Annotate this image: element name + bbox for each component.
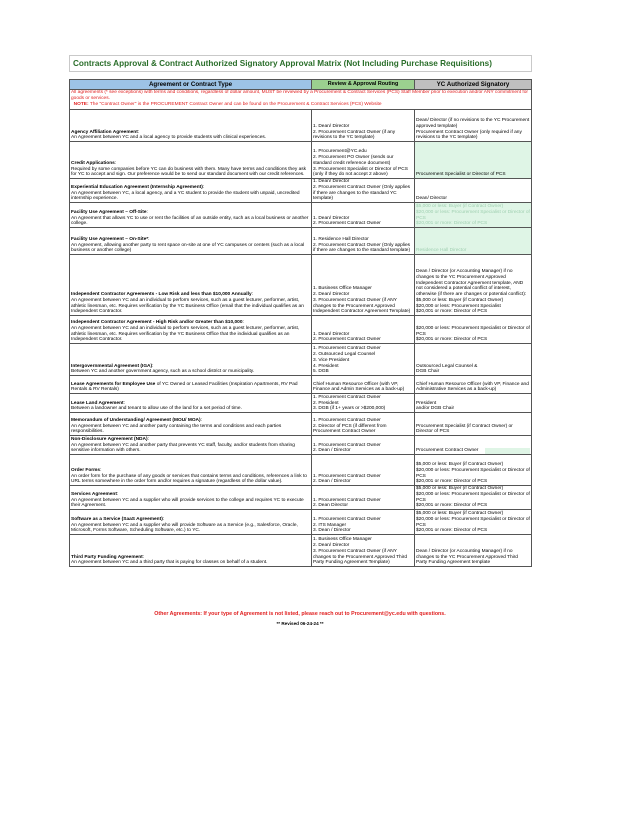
table-row	[70, 455, 532, 486]
agreement-name: Independent Contractor Agreement - High Risk and/or Greater than $10,000	[71, 320, 243, 325]
revised-date: ** Revised 06-24-24 **	[276, 621, 324, 626]
signatory-line: $20,001 or more: Director of PCS	[416, 479, 488, 485]
routing-step: 1. Procurement Contract Owner	[313, 417, 381, 423]
routing-cell	[312, 110, 415, 142]
signatory-line: Dean / Director (or Accounting Manager) if no changes to the YC Procurement Approved Independent Contractor Agreement template, AND not considered a potential conflict of interest, otherwise (if there are changes or potential conflict):	[416, 269, 527, 297]
signatory-line: DGB Chair	[416, 369, 440, 375]
agreement-name: Third Party Funding Agreement	[71, 554, 143, 560]
agreement-description: Required by some companies before YC can do business with them. Many have terms and conditions they ask for YC to accept and sign. Our preference would be to send our standard document with our credit references.	[71, 166, 307, 178]
agreement-cell: Third Party Funding Agreement: An Agreement between YC and a third party that is paying for classes on behalf of a student.	[70, 535, 312, 567]
routing-step: 2. Procurement Contract Owner (if any revisions to the YC template)	[313, 129, 396, 141]
routing-step: 1. Procurement Contract Owner	[313, 394, 381, 400]
signatory-line: $20,001 or more: Director of PCS	[416, 221, 488, 227]
routing-step: 1. Procurement Contract Owner	[313, 497, 381, 503]
routing-step: 1. Procurement Contract Owner	[313, 473, 381, 479]
table-row	[70, 142, 532, 179]
agreement-description: An Agreement, allowing another party to rent space on-site at one of YC campuses or centers (such as a local business or another college)	[71, 242, 305, 254]
routing-step: 3. Procurement Contract Owner (if ANY changes to the Procurement Approved Independent Contractor Agreement Template)	[313, 297, 411, 315]
routing-cell	[312, 203, 415, 228]
routing-cell	[312, 376, 415, 394]
signatory-cell	[415, 203, 532, 228]
routing-step: 5. DGB	[313, 369, 329, 375]
routing-step: 1. Procurement Contract Owner	[313, 516, 381, 522]
agreement-cell: Services Agreement: An Agreement between YC and a supplier who will provide services to the college and requires YC to execute their Agreement.	[70, 486, 312, 510]
signatory-line: Procurement Specialist or Director of PCS	[416, 172, 506, 178]
routing-step: 4. President	[313, 363, 339, 369]
routing-step: 1. Dean/ Director	[313, 179, 350, 184]
other-agreements-note: Other Agreements: If your type of Agreement is not listed, please reach out to Procurement@yc.edu with questions.	[154, 611, 446, 617]
banner-note-text: The "Contract Owner" is the PROCUREMENT Contract Owner and can be found on the Procurement & Contract Services (PCS) Website	[89, 101, 382, 107]
routing-step: 2. ITS Manager	[313, 522, 347, 528]
signatory-cell	[415, 376, 532, 394]
signatory-line: Dean/ Director	[416, 196, 447, 202]
signatory-cell	[415, 110, 532, 142]
agreement-description: An Agreement between YC and an individual to perform services, such as a guest lecturer, performer, artist, athletic linesman, etc. Requires verification by the YC Business Office that the individual qualifies as an Independent Contractor.	[71, 325, 300, 343]
banner-row	[70, 90, 532, 110]
signatory-line: Procurement Contract Owner (only required if any revisions to the YC template)	[416, 129, 522, 141]
routing-cell	[312, 142, 415, 179]
signatory-line: $20,000 or less: Procurement Specialist or Director of PCS	[416, 325, 530, 337]
signatory-line: Dean / Director (or Accounting Manager) if no changes to the YC Procurement Approved Third Party Funding Agreement template	[416, 548, 518, 566]
routing-step: 2. Dean/ Director	[313, 543, 350, 548]
agreement-cell: Independent Contractor Agreement - High Risk and/or Greater than $10,000: An Agreement between YC and an individual to perform services, such as a guest lecturer, performer, artist, athletic linesman, etc. Requires verification by the YC Business Office that the individual qualifies as an Independent Contractor.	[70, 316, 312, 344]
signatory-cell	[415, 436, 532, 455]
title-box	[69, 55, 532, 72]
signatory-line: Outsourced Legal Counsel &	[416, 363, 478, 369]
agreement-name: Software as a Service (SaaS Agreement)	[71, 516, 163, 522]
agreement-name: Experiential Education Agreement (Internship Agreement)	[71, 184, 203, 190]
routing-cell	[312, 436, 415, 455]
agreement-description: of YC Owned or Leased Facilities (Inspiration Apartments, RV Pad Rentals & RV Rentals)	[71, 381, 298, 393]
routing-step: 3. Dean / Director	[313, 528, 351, 534]
table-row	[70, 344, 532, 376]
agreement-cell	[70, 376, 312, 394]
table-row	[70, 486, 532, 510]
signatory-line: $20,000 or less: Procurement Specialist or Director of PCS	[416, 491, 530, 503]
routing-cell	[312, 316, 415, 344]
agreement-name: Memorandum of Understanding/ Agreement (MOU/ MOA)	[71, 417, 201, 423]
signatory-cell	[415, 316, 532, 344]
agreement-name: Lease Land Agreement	[71, 400, 124, 406]
signatory-cell	[415, 535, 532, 567]
signatory-cell	[415, 413, 532, 436]
routing-cell	[312, 486, 415, 510]
table-row	[70, 436, 532, 455]
routing-step: 2. Outsourced Legal Counsel	[313, 352, 376, 357]
routing-step: 1. Procurement Contract Owner	[313, 346, 381, 352]
signatory-line: President	[416, 400, 437, 406]
table-row	[70, 394, 532, 413]
table-row	[70, 228, 532, 255]
signatory-line: Residence Hall Director	[416, 248, 467, 254]
agreement-cell: Independent Contractor Agreements - Low Risk and less than $10,000 Annually: An Agreement between YC and an individual to perform services, such as a guest lecturer, performer, artist, athletic linesman, etc. Requires verification by the YC Business Office (email that the individual qualifies as an Independent Contractor.	[70, 255, 312, 316]
routing-step: 2. Procurement Contract Owner (Only applies if there are changes to the standard template)	[313, 242, 411, 254]
routing-cell	[312, 344, 415, 376]
agreement-cell: Facility Use Agreement – Off-Site: An Agreement that allows YC to use or rent the facilities of an outside entity, such as a local business or another college.	[70, 203, 312, 228]
signatory-line: $20,001 or more: Director of PCS	[416, 503, 488, 509]
agreement-name: Intergovernmental Agreement (IGA)	[71, 363, 153, 369]
agreement-name: Order Forms	[71, 467, 101, 473]
table-row	[70, 510, 532, 535]
agreement-description: An Agreement between YC, a local agency, and a YC student to provide the student with unpaid, uncredited internship experience.	[71, 190, 300, 202]
header-review-routing: Review & Approval Routing	[312, 80, 415, 90]
header-agreement-type: Agreement or Contract Type	[70, 80, 312, 90]
approval-matrix-table	[69, 79, 532, 567]
signatory-line: $5,000 or less: Buyer (if Contract Owner)	[416, 204, 504, 209]
routing-cell	[312, 228, 415, 255]
header-row	[70, 80, 532, 90]
agreement-description: An Agreement between YC and a local agency to provide students with clinical experiences.	[71, 135, 267, 141]
signatory-cell	[415, 394, 532, 413]
agreement-description: An Agreement that allows YC to use or rent the facilities of an outside entity, such as a local business or another college.	[71, 215, 309, 227]
agreement-name: Independent Contractor Agreements - Low Risk and less than $10,000 Annually	[71, 292, 252, 297]
signatory-line: $20,001 or more: Director of PCS	[416, 309, 488, 315]
agreement-description: An order form for the purchase of any goods or services that contains terms and conditions, references a link to URL terms somewhere in the order form and/or requires a signature (regardless of the dollar value).	[71, 473, 307, 485]
routing-step: 3. Procurement Contract Owner (if ANY changes to the Procurement Approved Third Party Funding Agreement Template)	[313, 548, 408, 566]
routing-step: 3. Vice President	[313, 357, 350, 363]
signatory-line: $20,000 or less: Procurement Specialist or Director of PCS	[416, 467, 530, 479]
agreement-name: Lease Agreements for Employee Use	[71, 381, 156, 387]
routing-step: 2. Dean / Director	[313, 479, 351, 485]
routing-step: 3. DGB (if 1+ years or >$200,000)	[313, 406, 386, 412]
agreement-name: Services Agreement	[71, 491, 117, 497]
signatory-line: $5,000 or less: Buyer (if Contract Owner)	[416, 297, 504, 303]
table-row	[70, 535, 532, 567]
banner-note-label: NOTE:	[73, 101, 89, 107]
routing-step: 1. Procurement@YC.edu	[313, 149, 367, 155]
agreement-cell: Software as a Service (SaaS Agreement): An Agreement between YC and a supplier who will provide Software as a Service (e.g., Salesforce, Oracle, Microsoft, Forms Software, Scheduling Software, etc.) to YC.	[70, 510, 312, 535]
matrix-rows	[70, 110, 532, 567]
signatory-cell	[415, 455, 532, 486]
signatory-cell	[415, 486, 532, 510]
agreement-cell: Credit Applications: Required by some companies before YC can do business with them. Many have terms and conditions they ask for YC to accept and sign. Our preference would be to send our standard document with our credit references.	[70, 142, 312, 179]
signatory-line: $20,001 or more: Director of PCS	[416, 528, 488, 534]
agreement-name: Facility Use Agreement – Off-Site	[71, 209, 147, 215]
routing-step: 1. Dean/ Director	[313, 331, 350, 337]
agreement-name: Non-Disclosure Agreement (NDA)	[71, 436, 148, 442]
signatory-line: $20,000 or less: Procurement Specialist or Director of PCS	[416, 209, 530, 221]
signatory-line: $20,000 or less: Procurement Specialist or Director of PCS	[416, 516, 530, 528]
agreement-cell: Memorandum of Understanding/ Agreement (MOU/ MOA): An Agreement between YC and another party containing the terms and conditions and each parties responsibilities.	[70, 413, 312, 436]
routing-cell	[312, 455, 415, 486]
table-row	[70, 110, 532, 142]
routing-step: 1. Residence Hall Director	[313, 236, 369, 242]
routing-step: 2. Dean/ Director	[313, 292, 350, 297]
agreement-description: An Agreement between YC and an individual to perform services, such as a guest lecturer, performer, artist, athletic linesman, etc. Requires verification by the YC Business Office (email that the individual qualifies as an Independent Contractor.	[71, 297, 304, 315]
page-title: Contracts Approval & Contract Authorized Signatory Approval Matrix (Not Including Purchase Requisitions)	[73, 59, 492, 68]
header-signatory: YC Authorized Signatory	[415, 80, 532, 90]
routing-cell	[312, 255, 415, 316]
routing-step: 1. Dean/ Director	[313, 123, 350, 129]
signatory-line: $20,000 or less: Procurement Specialist	[416, 303, 501, 309]
routing-step: 2. Dean / Director	[313, 448, 351, 454]
routing-step: 2. Procurement PO Owner (sends our standard credit reference document)	[313, 155, 394, 166]
agreement-cell: Experiential Education Agreement (Internship Agreement): An Agreement between YC, a local agency, and a YC student to provide the student with unpaid, uncredited internship experience.	[70, 179, 312, 203]
routing-step: 1. Dean/ Director	[313, 215, 350, 221]
agreement-description: An Agreement between YC and a supplier who will provide Software as a Service (e.g., Salesforce, Oracle, Microsoft, Forms Software, Scheduling Software, etc.) to YC.	[71, 522, 298, 534]
routing-step: 2. Procurement Contract Owner	[313, 221, 381, 227]
agreement-cell: Non-Disclosure Agreement (NDA): An Agreement between YC and another party that prevents YC staff, faculty, and/or students from sharing sensitive information with others.	[70, 436, 312, 455]
signatory-line: $20,001 or more: Director of PCS	[416, 337, 488, 343]
signatory-line: Procurement Contract Owner	[416, 448, 479, 454]
agreement-description: An Agreement between YC and another party containing the terms and conditions and each parties responsibilities.	[71, 423, 282, 435]
routing-step: 3. Procurement Specialist or Director of PCS (only if they do not accept 2 above)	[313, 166, 408, 178]
signatory-line: $5,000 or less: Buyer (if Contract Owner)	[416, 511, 504, 516]
routing-step: 2. Procurement Contract Owner	[313, 337, 381, 343]
routing-step: 1. Business Office Manager	[313, 286, 372, 292]
table-row	[70, 376, 532, 394]
routing-step: 2. Procurement Contract Owner (Only applies if there are changes to the standard YC template)	[313, 184, 411, 202]
agreement-description: An Agreement between YC and another party that prevents YC staff, faculty, and/or students from sharing sensitive information with others.	[71, 442, 295, 454]
routing-step: 2. Director of PCS (if different from Procurement Contract Owner	[313, 423, 387, 435]
banner-warning: All agreements (* see exceptions) with terms and conditions, regardless of dollar amount, MUST be reviewed by a Procurement & Contract Services (PCS) Staff Member prior to execution and/or ANY commitment for goods or services.	[71, 90, 528, 101]
agreement-cell: Lease Land Agreement: Between a landowner and tenant to allow use of the land for a set period of time.	[70, 394, 312, 413]
routing-cell	[312, 535, 415, 567]
routing-step: 1. Procurement Contract Owner	[313, 442, 381, 448]
routing-cell	[312, 413, 415, 436]
agreement-cell: Order Forms: An order form for the purchase of any goods or services that contains terms and conditions, references a link to URL terms somewhere in the order form and/or requires a signature (regardless of the dollar value).	[70, 455, 312, 486]
signatory-cell	[415, 142, 532, 179]
routing-cell	[312, 179, 415, 203]
routing-step: 1. Business Office Manager	[313, 537, 372, 543]
agreement-cell: Facility Use Agreement – On-Site*: An Agreement, allowing another party to rent space on-site at one of YC campuses or centers (such as a local business or another college)	[70, 228, 312, 255]
agreement-name: Credit Applications	[71, 160, 115, 166]
agreement-cell: Intergovernmental Agreement (IGA): Between YC and another government agency, such as a school district or municipality.	[70, 344, 312, 376]
signatory-cell	[415, 179, 532, 203]
signatory-cell	[415, 228, 532, 255]
table-row	[70, 203, 532, 228]
table-row	[70, 316, 532, 344]
signatory-cell	[415, 510, 532, 535]
agreement-description: Between YC and another government agency, such as a school district or municipality.	[71, 369, 255, 375]
signatory-cell	[415, 344, 532, 376]
signatory-line: $5,000 or less: Buyer (if Contract Owner)	[416, 486, 504, 491]
table-row	[70, 179, 532, 203]
signatory-line: $5,000 or less: Buyer (if Contract Owner)	[416, 462, 504, 467]
table-row	[70, 413, 532, 436]
signatory-line: Dean/ Director (if no revisions to the YC Procurement approved template)	[416, 118, 530, 129]
signatory-cell	[415, 255, 532, 316]
agreement-description: Between a landowner and tenant to allow use of the land for a set period of time.	[71, 406, 242, 412]
routing-step: 2. President	[313, 400, 339, 406]
signatory-line: and/or DGB Chair	[416, 406, 455, 412]
agreement-cell: Agency Affiliation Agreement: An Agreement between YC and a local agency to provide students with clinical experiences.	[70, 110, 312, 142]
agreement-description: An Agreement between YC and a third party that is paying for classes on behalf of a student.	[71, 560, 268, 566]
routing-cell	[312, 510, 415, 535]
agreement-description: An Agreement between YC and a supplier who will provide services to the college and requires YC to execute their Agreement.	[71, 497, 304, 509]
table-row	[70, 255, 532, 316]
routing-cell	[312, 394, 415, 413]
signatory-line: Procurement Specialist (if Contract Owner) or Director of PCS	[416, 423, 513, 435]
routing-step: 2. Dean Director	[313, 503, 348, 509]
agreement-name: Facility Use Agreement – On-Site*	[71, 236, 149, 242]
routing-step: Chief Human Resource Officer (with VP, Finance and Admin Services as a back-up)	[313, 381, 405, 393]
signatory-line: Chief Human Resource Officer (with VP, Finance and Administrative Services as a back-up)	[416, 381, 529, 393]
agreement-name: Agency Affiliation Agreement	[71, 129, 138, 135]
